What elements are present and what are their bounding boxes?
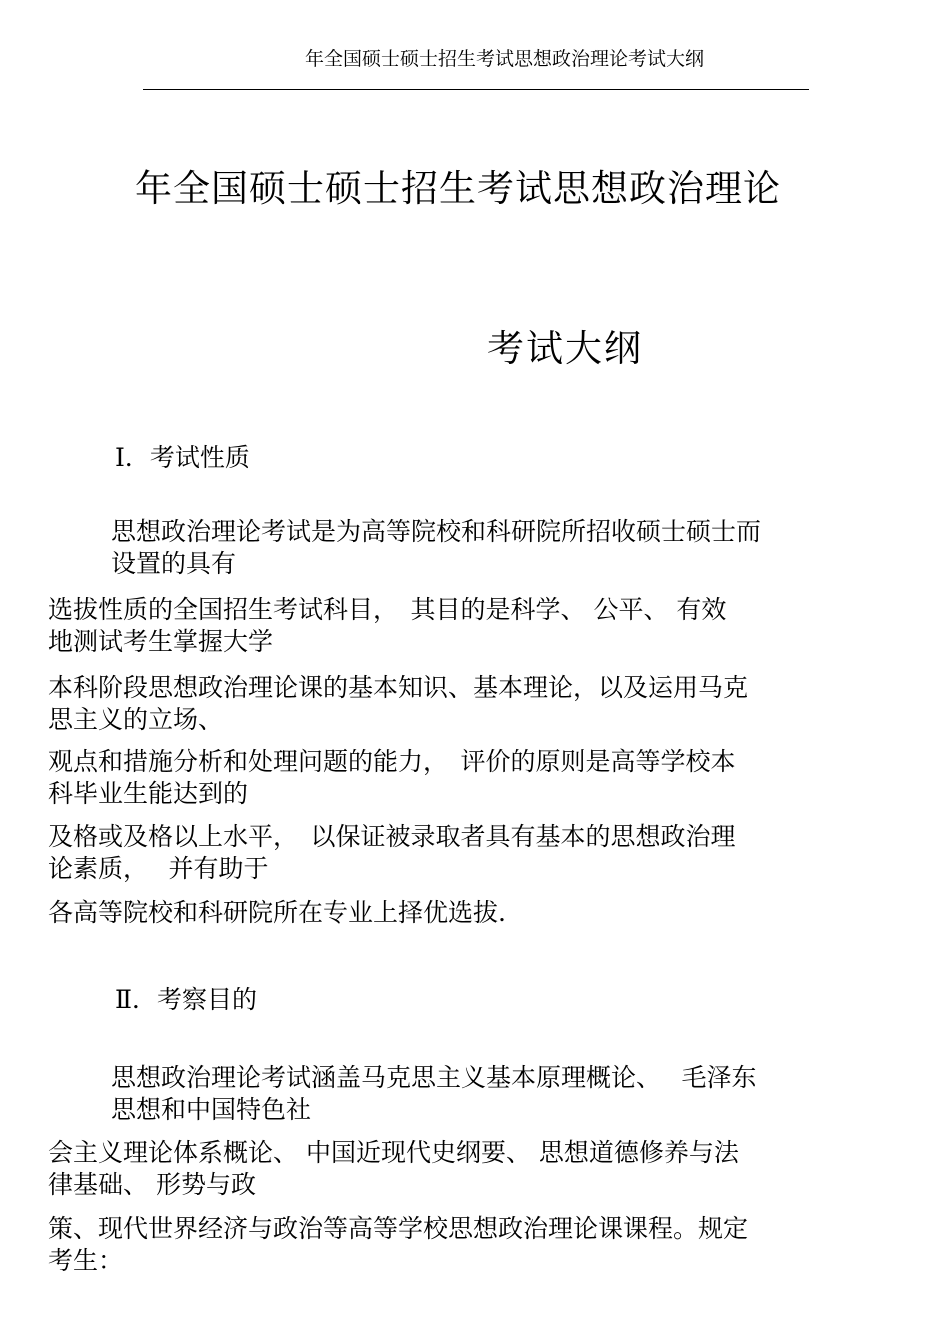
- paragraph-line: 思想政治理论考试是为高等院校和科研院所招收硕士硕士而 设置的具有: [111, 517, 762, 578]
- header-rule: [143, 89, 809, 90]
- paragraph-line: 各高等院校和科研院所在专业上择优选拔.: [48, 898, 506, 927]
- paragraph-line: 会主义理论体系概论、 中国近现代史纲要、 思想道德修养与法 律基础、 形势与政: [48, 1138, 739, 1199]
- document-title: 年全国硕士硕士招生考试思想政治理论: [135, 167, 781, 210]
- paragraph-line: 策、现代世界经济与政治等高等学校思想政治理论课课程。规定 考生：: [48, 1214, 749, 1275]
- paragraph-line: 选拔性质的全国招生考试科目， 其目的是科学、 公平、 有效 地测试考生掌握大学: [48, 595, 727, 656]
- paragraph-line: 及格或及格以上水平， 以保证被录取者具有基本的思想政治理 论素质， 并有助于: [48, 822, 736, 883]
- section-heading-nature: Ⅰ．考试性质: [115, 443, 250, 472]
- paragraph-line: 思想政治理论考试涵盖马克思主义基本原理概论、 毛泽东 思想和中国特色社: [111, 1063, 757, 1124]
- document-subtitle: 考试大纲: [487, 327, 643, 370]
- running-header: 年全国硕士硕士招生考试思想政治理论考试大纲: [305, 48, 705, 70]
- paragraph-line: 本科阶段思想政治理论课的基本知识、基本理论，以及运用马克 思主义的立场、: [48, 673, 749, 734]
- paragraph-line: 观点和措施分析和处理问题的能力， 评价的原则是高等学校本 科毕业生能达到的: [48, 747, 736, 808]
- section-heading-purpose: Ⅱ．考察目的: [115, 985, 257, 1014]
